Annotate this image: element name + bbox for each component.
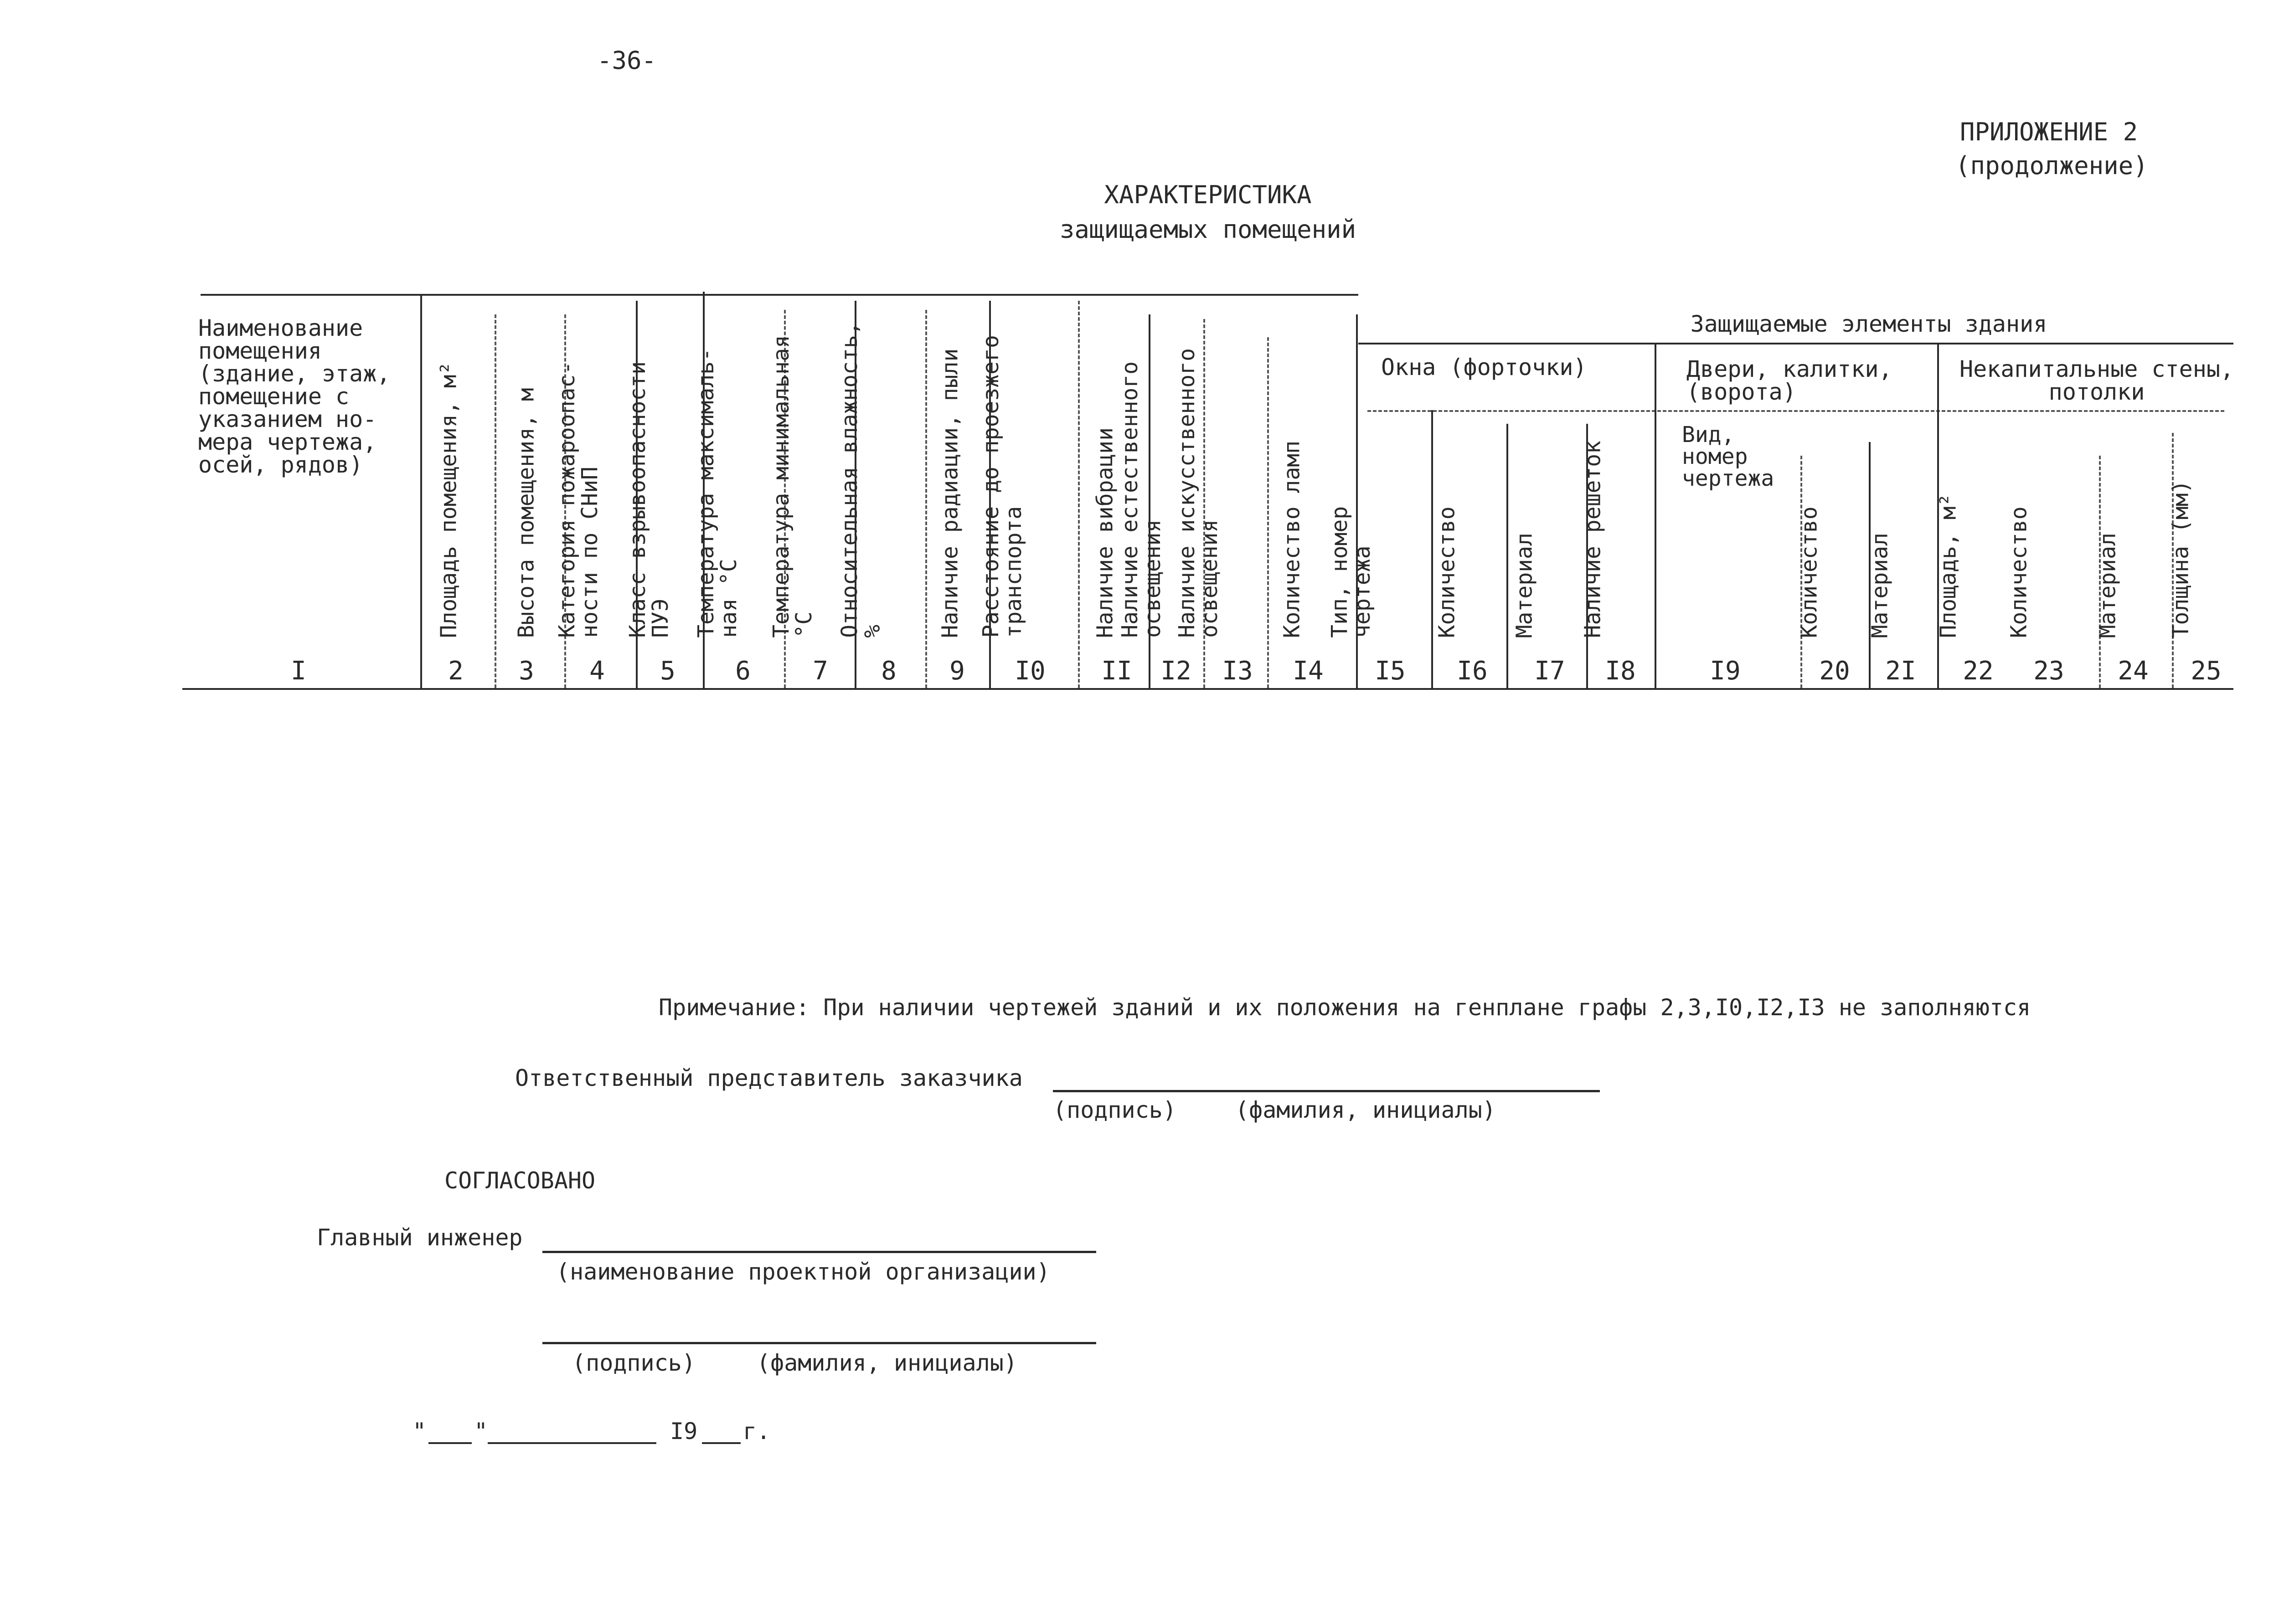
col5-header: Класс взрывоопасности ПУЭ [625, 361, 674, 638]
table-top-rule [201, 294, 1358, 296]
col22-header: Площадь, м² [1935, 493, 1961, 638]
protected-elements-rule [1358, 343, 2233, 344]
room-name-header: Наименование помещения (здание, этаж, помещение с указанием но- мера чертежа, осей, рядов) [198, 315, 391, 478]
col-number: 5 [660, 656, 675, 686]
col-number: I0 [1015, 656, 1046, 686]
col-number: I5 [1375, 656, 1406, 686]
doc-subtitle: защищаемых помещений [1059, 215, 1356, 244]
col8-header: Относительная влажность, % [837, 322, 886, 638]
page-number: -36- [597, 46, 657, 75]
doors-header: Двери, калитки, (ворота) [1686, 356, 1892, 405]
agreed-title: СОГЛАСОВАНО [444, 1167, 596, 1194]
org-caption: (наименование проектной организации) [556, 1259, 1050, 1285]
table-bottom-rule [182, 688, 2233, 690]
col3-header: Высота помещения, м [513, 387, 539, 638]
col16-header: Количество [1434, 506, 1460, 638]
col18-header: Наличие решеток [1580, 440, 1606, 638]
col-number: 24 [2118, 656, 2149, 686]
doc-title: ХАРАКТЕРИСТИКА [1104, 180, 1312, 209]
subgroup-rule [1367, 410, 2224, 412]
org-name-line[interactable] [542, 1251, 1096, 1253]
col-number: 23 [2033, 656, 2064, 686]
windows-header: Окна (форточки) [1381, 354, 1587, 380]
year-prefix: I9 [670, 1418, 698, 1444]
col-sep [420, 295, 422, 688]
col23-header: Количество [2006, 506, 2032, 638]
chief-name-caption: (фамилия, инициалы) [757, 1350, 1017, 1376]
col-number: I7 [1534, 656, 1565, 686]
col10-header: Расстояние до проезжего транспорта [978, 335, 1027, 638]
col-number: 25 [2191, 656, 2222, 686]
chief-signature-line[interactable] [542, 1342, 1096, 1344]
col-number: 4 [589, 656, 605, 686]
col-number: I [291, 656, 306, 686]
col-number: 8 [881, 656, 897, 686]
col-number: I2 [1160, 656, 1191, 686]
col9-header: Наличие радиации, пыли [937, 348, 963, 638]
col4-header: Категория пожароопас- ности по СНиП [554, 361, 603, 638]
col-number: 3 [519, 656, 534, 686]
col19-header: Вид, номер чертежа [1682, 422, 1774, 491]
col-sep [925, 310, 927, 688]
col-sep [1078, 301, 1080, 688]
responsible-label: Ответственный представитель заказчика [515, 1065, 1023, 1091]
responsible-signature-line[interactable] [1053, 1090, 1600, 1092]
month-line[interactable] [488, 1442, 656, 1444]
col-number: I4 [1293, 656, 1324, 686]
col20-header: Количество [1796, 506, 1822, 638]
col-number: II [1101, 656, 1132, 686]
col15-header: Тип, номер чертежа [1327, 506, 1376, 638]
appendix-continued: (продолжение) [1955, 151, 2148, 180]
col-number: I8 [1605, 656, 1636, 686]
col12-header: Наличие естественного освещения [1117, 361, 1166, 638]
col-sep [1506, 424, 1508, 688]
col-sep [1655, 344, 1656, 688]
col17-header: Материал [1511, 532, 1537, 638]
col-number: 20 [1819, 656, 1850, 686]
col24-header: Материал [2095, 532, 2121, 638]
col-sep [495, 314, 496, 688]
col-number: I3 [1222, 656, 1253, 686]
col-number: 2I [1885, 656, 1916, 686]
col21-header: Материал [1867, 532, 1893, 638]
year-suffix: г. [743, 1418, 771, 1444]
col11-header: Наличие вибрации [1092, 427, 1118, 638]
walls-header: Некапитальные стены, потолки [1959, 356, 2234, 405]
date-quote-close: " [474, 1418, 488, 1444]
col6-header: Температура максималь- ная °С [693, 348, 742, 638]
col-number: 7 [813, 656, 828, 686]
col-number: 2 [448, 656, 464, 686]
col2-header: Площадь помещения, м² [436, 361, 462, 638]
col-sep [1431, 410, 1433, 688]
col25-header: Толщина (мм) [2168, 480, 2194, 638]
col-number: 9 [949, 656, 965, 686]
responsible-name-caption: (фамилия, инициалы) [1235, 1097, 1496, 1123]
note-text: Примечание: При наличии чертежей зданий и их положения на генплане графы 2,3,I0,I2,I3 не заполняются [659, 994, 2031, 1021]
year-line[interactable] [702, 1442, 741, 1444]
col7-header: Температура минимальная °С [768, 335, 817, 638]
protected-elements-header: Защищаемые элементы здания [1690, 311, 2047, 337]
col14-header: Количество ламп [1279, 440, 1305, 638]
appendix-title: ПРИЛОЖЕНИЕ 2 [1960, 118, 2138, 146]
col-number: 22 [1963, 656, 1994, 686]
col-number: I6 [1457, 656, 1488, 686]
col-number: I9 [1710, 656, 1741, 686]
col13-header: Наличие искусственного освещения [1174, 348, 1223, 638]
date-quote-open: " [412, 1418, 427, 1444]
chief-engineer-label: Главный инженер [317, 1224, 523, 1251]
day-line[interactable] [428, 1442, 472, 1444]
responsible-sign-caption: (подпись) [1053, 1097, 1176, 1123]
col-number: 6 [735, 656, 751, 686]
col-sep [1267, 337, 1269, 688]
chief-sign-caption: (подпись) [572, 1350, 696, 1376]
